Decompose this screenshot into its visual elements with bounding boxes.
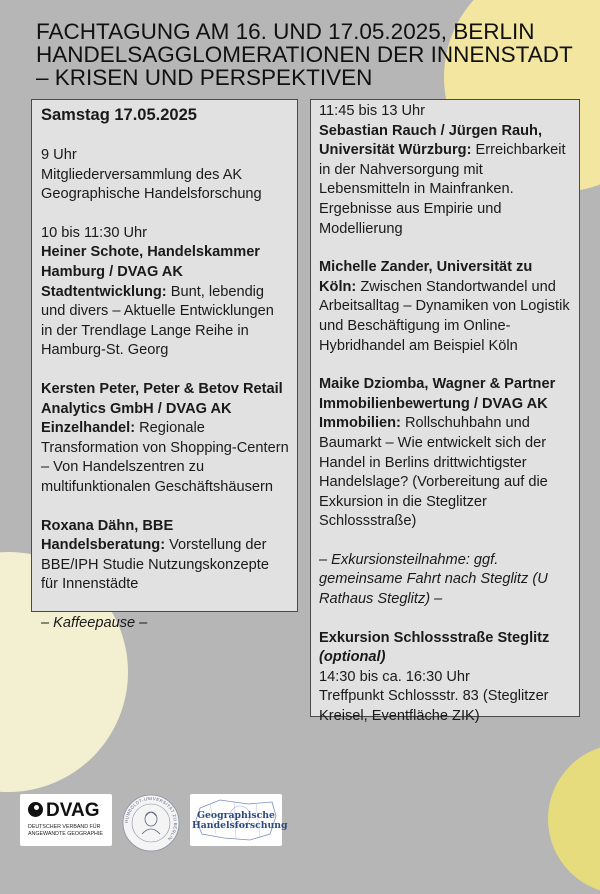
excursion-heading [319,629,573,668]
title-line-3: – KRISEN UND PERSPEKTIVEN [36,65,373,90]
excursion-meeting-point: Treffpunkt Schlossstr. 83 (Steglitzer Kreisel, Eventfläche ZIK) [319,688,549,725]
geographische-handelsforschung-logo [190,794,288,846]
speaker-name: Roxana Dähn, BBE Handelsberatung: [41,517,174,554]
dvag-icon [28,802,43,817]
excursion-title: Exkursion Schlossstraße Steglitz [319,629,550,646]
excursion-time: 14:30 bis ca. 16:30 Uhr [319,668,470,685]
program-item [41,517,289,595]
page-title [36,20,576,89]
title-line-1: FACHTAGUNG AM 16. UND 17.05.2025, BERLIN [36,19,535,44]
day-heading: Samstag 17.05.2025 [41,106,197,124]
talk-title: Regionale Transformation von Shopping-Centern – Von Handelszentren zu multifunktionalen Geschäftshäusern [41,420,289,495]
excursion-optional: (optional) [319,649,386,666]
program-time: 10 bis 11:30 Uhr [41,224,148,241]
program-item [319,122,573,240]
speaker-name: Heiner Schote, Handelskammer Hamburg / DVAG AK Stadtentwicklung: [41,244,260,300]
talk-title: Rollschuhbahn und Baumarkt – Wie entwickelt sich der Handel in Berlins drittwichtigster Handelslage? (Vorbereitung auf die Exkursion in die Steglitzer Schlossstraße) [319,415,548,530]
gh-logo-text: Geographische Handelsforschung [192,810,288,831]
program-time: 11:45 bis 13 Uhr [319,103,426,119]
dvag-logo [20,794,112,846]
excursion-note: – Exkursionsteilnahme: ggf. gemeinsame Fahrt nach Steglitz (U Rathaus Steglitz) – [319,551,548,608]
talk-title: Zwischen Standortwandel und Arbeitsalltag – Dynamiken von Logistik und Beschäftigung im Online-Hybridhandel am Beispiel Köln [319,278,570,354]
talk-title: Bunt, lebendig und divers – Aktuelle Entwicklungen in der Trendlage Lange Reihe in Hamburg-St. Georg [41,283,274,359]
speaker-name: Kersten Peter, Peter & Betov Retail Analytics GmbH / DVAG AK Einzelhandel: [41,380,283,437]
program-item [41,380,289,498]
program-item [319,258,573,356]
program-time: 9 Uhr [41,147,77,163]
program-text: Mitgliederversammlung des AK Geographische Handelsforschung [41,166,262,203]
coffee-break: – Kaffeepause – [41,614,148,631]
program-box-saturday [31,99,298,631]
dvag-name: DVAG [46,800,100,821]
humboldt-university-seal-icon [122,794,180,852]
title-line-2: HANDELSAGGLOMERATIONEN DER INNENSTADT [36,42,573,67]
program-item [41,243,289,361]
logo-bar [0,780,600,866]
hu-seal-text: HUMBOLDT-UNIVERSITÄT ZU BERLIN [123,795,179,842]
talk-title: Vorstellung der BBE/IPH Studie Nutzungskonzepte für Innenstädte [41,537,269,593]
speaker-name: Michelle Zander, Universität zu Köln: [319,259,533,295]
speaker-name: Maike Dziomba, Wagner & Partner Immobilienbewertung / DVAG AK Immobilien: [319,376,556,432]
speaker-name: Sebastian Rauch / Jürgen Rauh, Universität Würzburg: [319,122,543,159]
talk-title: Erreichbarkeit in der Nahversorgung mit Lebensmitteln in Mainfranken. Ergebnisse aus Empirie und Modellierung [319,142,566,237]
dvag-subtitle: DEUTSCHER VERBAND FÜR ANGEWANDTE GEOGRAPHIE [28,824,103,837]
program-item [319,375,573,532]
program-box-continued [310,99,580,725]
